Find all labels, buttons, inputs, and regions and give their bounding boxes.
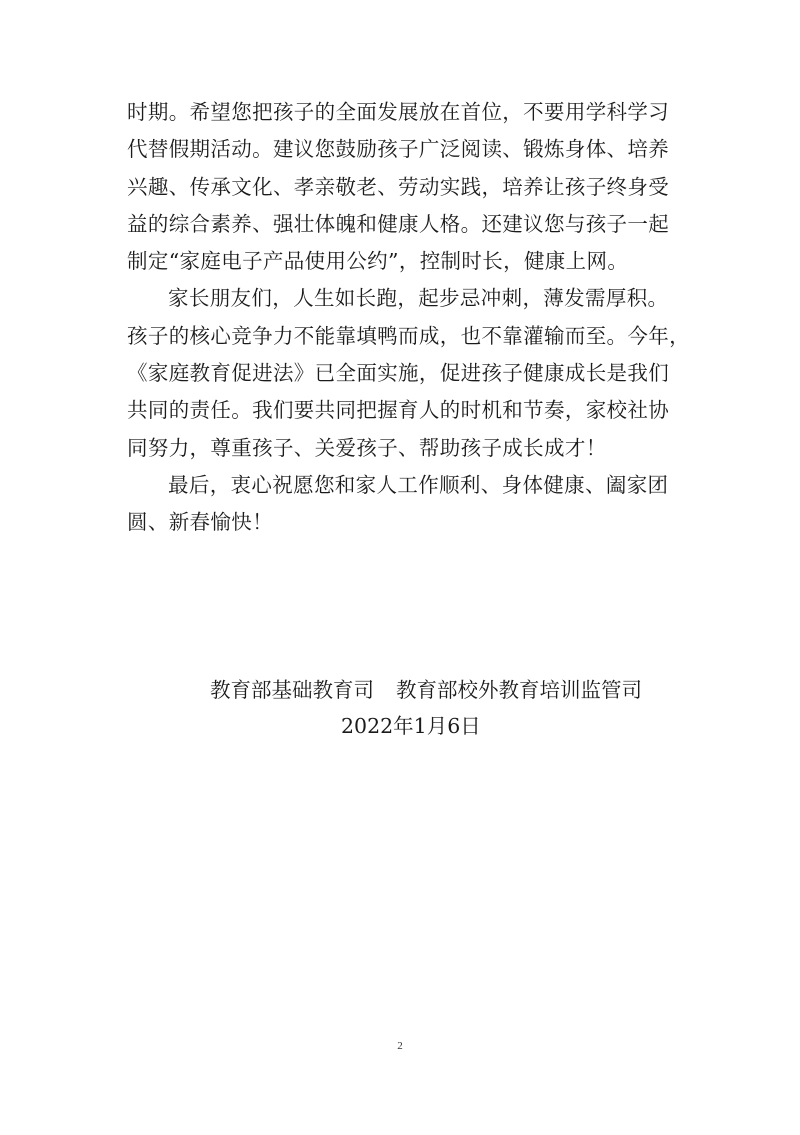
letter-body <box>127 94 690 542</box>
body-line: 家长朋友们，人生如长跑，起步忌冲刺，薄发需厚积。 <box>168 286 669 311</box>
body-line: 孩子的核心竞争力不能靠填鸭而成，也不靠灌输而至。今年， <box>127 323 690 348</box>
body-line: 益的综合素养、强壮体魄和健康人格。还建议您与孩子一起 <box>127 211 670 236</box>
body-line: 共同的责任。我们要共同把握育人的时机和节奏，家校社协 <box>127 398 670 423</box>
signature-organizations <box>210 672 642 708</box>
signature-org-basic-education: 教育部基础教育司 <box>210 678 374 702</box>
signature-org-offcampus-training: 教育部校外教育培训监管司 <box>396 678 642 702</box>
body-line: 圆、新春愉快！ <box>127 510 273 535</box>
body-line: 最后，衷心祝愿您和家人工作顺利、身体健康、阖家团 <box>168 472 669 497</box>
body-line: 时期。希望您把孩子的全面发展放在首位，不要用学科学习 <box>127 100 670 124</box>
signature-date: 2022年1月6日 <box>341 714 481 738</box>
page-number: 2 <box>397 1040 403 1052</box>
body-line: 同努力，尊重孩子、关爱孩子、帮助孩子成长成才！ <box>127 435 607 460</box>
body-line: 《家庭教育促进法》已全面实施，促进孩子健康成长是我们 <box>127 361 670 386</box>
body-line: 兴趣、传承文化、孝亲敬老、劳动实践，培养让孩子终身受 <box>127 174 670 199</box>
body-line: 制定“家庭电子产品使用公约”，控制时长，健康上网。 <box>127 249 629 274</box>
body-line: 代替假期活动。建议您鼓励孩子广泛阅读、锻炼身体、培养 <box>127 137 670 162</box>
